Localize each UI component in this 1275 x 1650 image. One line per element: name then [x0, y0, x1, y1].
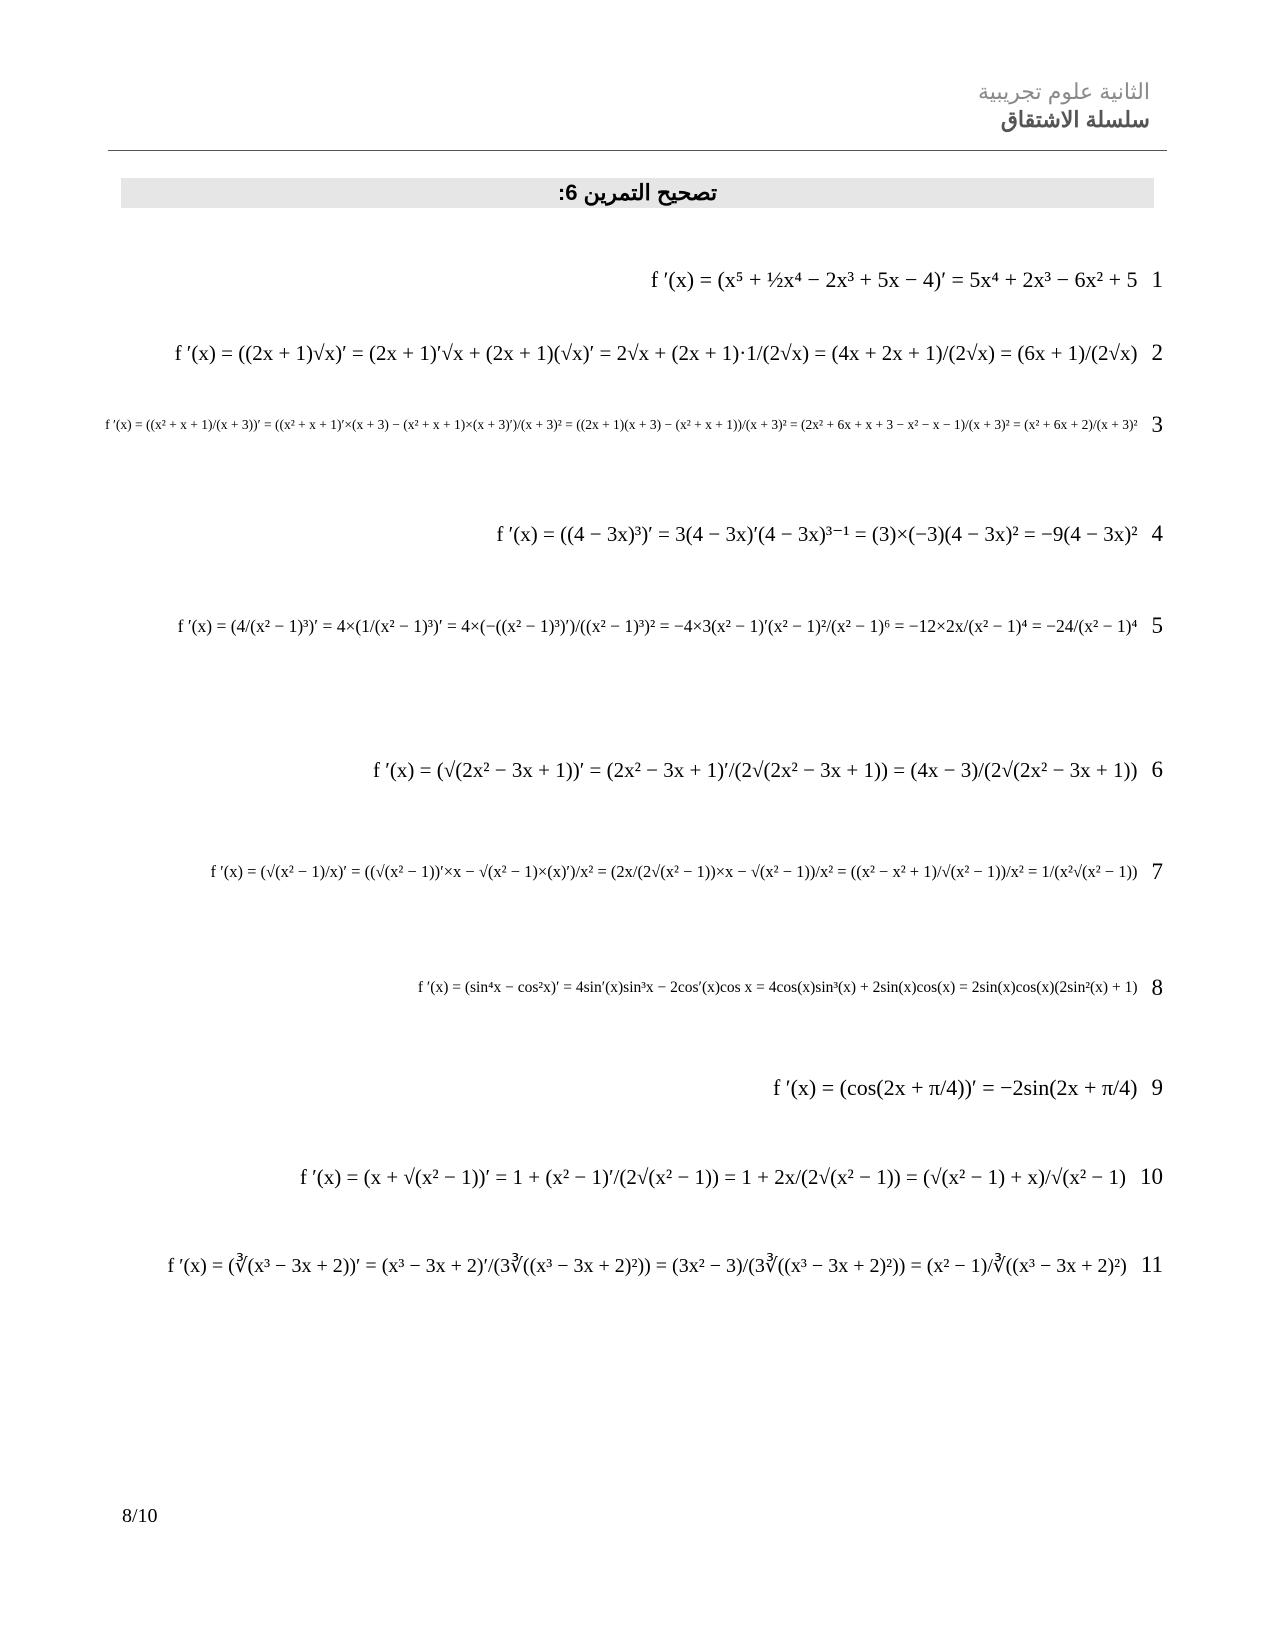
header-divider — [108, 150, 1167, 151]
page-number: 8/10 — [122, 1505, 158, 1527]
equation-4 — [496, 504, 1163, 564]
equation-6 — [373, 740, 1163, 800]
equation-10-number: 10 — [1140, 1164, 1163, 1189]
equation-7-text: f ′(x) = (√(x² − 1)/x)′ = ((√(x² − 1))′×x − √(x² − 1)×(x)′)/x² = (2x/(2√(x² − 1))×x − √(x² − 1))/x² = ((x² − x² + 1)/√(x² − 1))/x² = 1/(x²√(x² − 1)) — [210, 862, 1138, 881]
header-subject: الثانية علوم تجريبية — [978, 79, 1150, 104]
equation-4-text: f ′(x) = ((4 − 3x)³)′ = 3(4 − 3x)′(4 − 3x)³⁻¹ = (3)×(−3)(4 − 3x)² = −9(4 − 3x)² — [496, 521, 1138, 546]
section-title-bar — [121, 178, 1154, 208]
equation-2 — [175, 323, 1163, 383]
header-series: سلسلة الاشتقاق — [1000, 107, 1150, 132]
page-header — [978, 78, 1150, 134]
equation-3-number: 3 — [1151, 412, 1163, 437]
section-title: تصحيح التمرين 6: — [557, 180, 718, 205]
equation-5-number: 5 — [1151, 613, 1163, 638]
equation-9-text: f ′(x) = (cos(2x + π/4))′ = −2sin(2x + π/4) — [772, 1075, 1138, 1100]
equation-1 — [651, 250, 1163, 310]
equation-11 — [167, 1235, 1163, 1295]
equation-5 — [178, 596, 1163, 656]
equation-1-text: f ′(x) = (x⁵ + ½x⁴ − 2x³ + 5x − 4)′ = 5x⁴ + 2x³ − 6x² + 5 — [650, 267, 1138, 292]
equation-9 — [773, 1058, 1163, 1118]
equation-5-text: f ′(x) = (4/(x² − 1)³)′ = 4×(1/(x² − 1)³)′ = 4×(−((x² − 1)³)′)/((x² − 1)³)² = −4×3(x² − 1)′(x² − 1)²/(x² − 1)⁶ = −12×2x/(x² − 1)⁴ = −24/(x² − 1)⁴ — [177, 615, 1138, 636]
equation-6-number: 6 — [1151, 757, 1163, 782]
equation-6-text: f ′(x) = (√(2x² − 3x + 1))′ = (2x² − 3x + 1)′/(2√(2x² − 3x + 1)) = (4x − 3)/(2√(2x² − 3x + 1)) — [373, 757, 1138, 782]
equation-9-number: 9 — [1151, 1075, 1163, 1100]
equation-7-number: 7 — [1151, 859, 1163, 884]
equation-2-text: f ′(x) = ((2x + 1)√x)′ = (2x + 1)′√x + (2x + 1)(√x)′ = 2√x + (2x + 1)·1/(2√x) = (4x + 2x + 1)/(2√x) = (6x + 1)/(2√x) — [174, 340, 1138, 365]
equation-8 — [418, 958, 1163, 1018]
equation-2-number: 2 — [1151, 340, 1163, 365]
equation-3-text: f ′(x) = ((x² + x + 1)/(x + 3))′ = ((x² + x + 1)′×(x + 3) − (x² + x + 1)×(x + 3)′)/(x + 3)² = ((2x + 1)(x + 3) − (x² + x + 1))/(x + 3)² = (2x² + 6x + x + 3 − x² − x − 1)/(x + 3)² = (x² + 6x + 2)/(x + 3)² — [105, 417, 1138, 432]
equation-11-number: 11 — [1140, 1252, 1163, 1277]
equation-7 — [211, 842, 1163, 902]
equation-8-text: f ′(x) = (sin⁴x − cos²x)′ = 4sin′(x)sin³x − 2cos′(x)cos x = 4cos(x)sin³(x) + 2sin(x)cos(x) = 2sin(x)cos(x)(2sin²(x) + 1) — [417, 979, 1138, 996]
equation-10-text: f ′(x) = (x + √(x² − 1))′ = 1 + (x² − 1)′/(2√(x² − 1)) = 1 + 2x/(2√(x² − 1)) = (√(x² − 1) + x)/√(x² − 1) — [299, 1164, 1126, 1189]
equation-11-text: f ′(x) = (∛(x³ − 3x + 2))′ = (x³ − 3x + 2)′/(3∛((x³ − 3x + 2)²)) = (3x² − 3)/(3∛((x³ − 3x + 2)²)) = (x² − 1)/∛((x³ − 3x + 2)²) — [167, 1254, 1127, 1277]
equation-4-number: 4 — [1151, 521, 1163, 546]
equation-3 — [105, 395, 1163, 455]
equation-1-number: 1 — [1151, 267, 1163, 292]
equation-8-number: 8 — [1151, 975, 1163, 1000]
equation-10 — [300, 1147, 1163, 1207]
